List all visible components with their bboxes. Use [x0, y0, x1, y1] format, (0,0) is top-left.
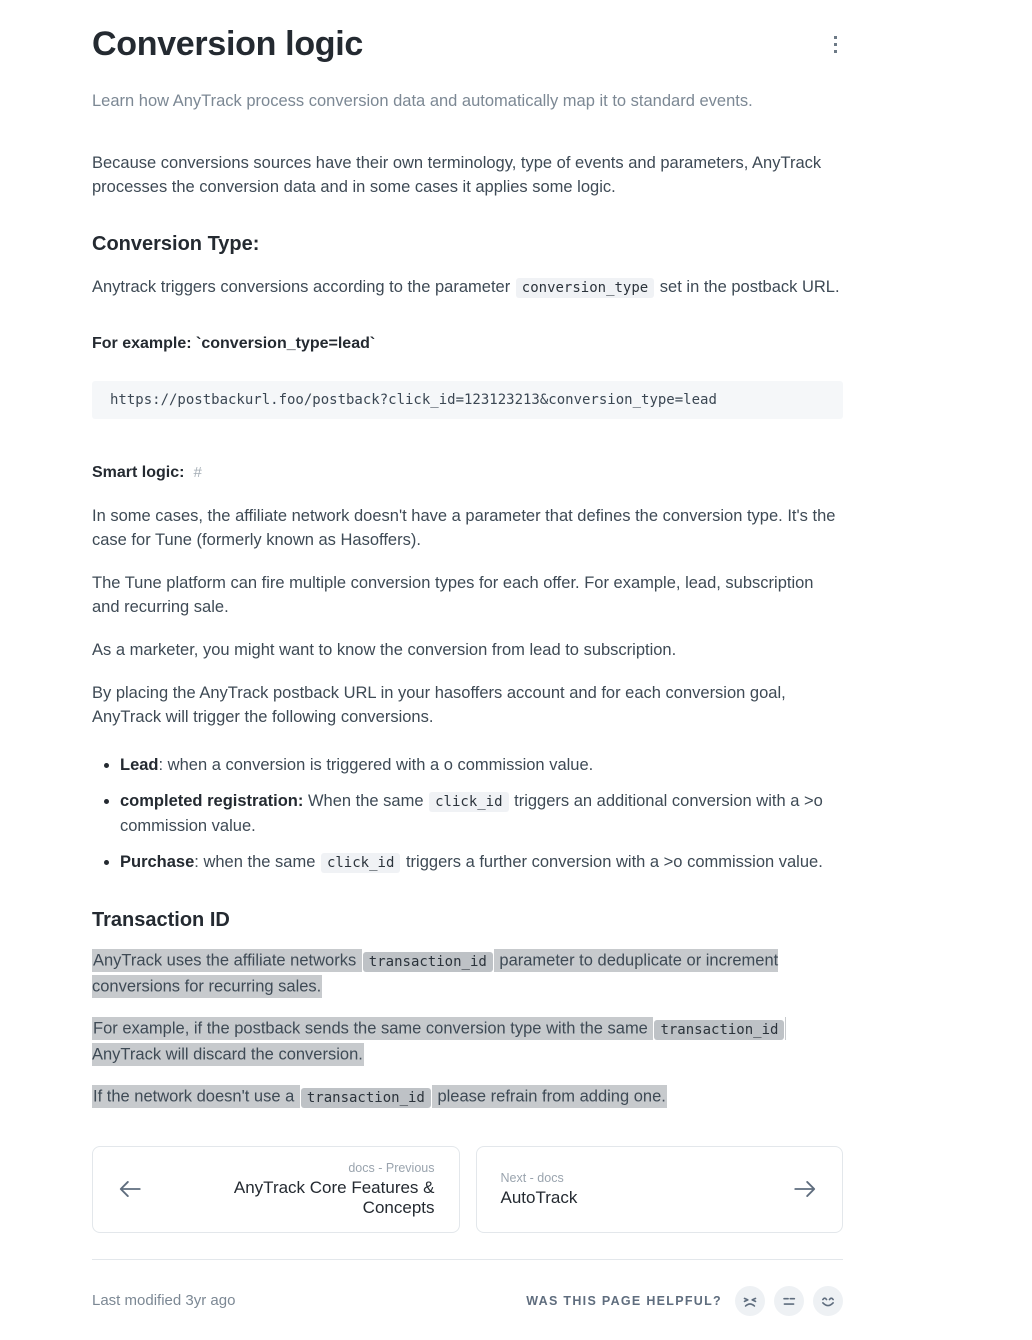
list-item-lead — [120, 753, 843, 777]
neutral-face-icon[interactable] — [774, 1286, 804, 1316]
smart-logic-heading — [92, 461, 843, 485]
text-segment: : when a conversion is triggered with a o commission value. — [158, 755, 594, 774]
list-item-completed-registration — [120, 789, 843, 838]
example-label: For example: `conversion_type=lead` — [92, 334, 376, 352]
conversion-type-heading: Conversion Type: — [92, 232, 260, 255]
highlighted-text: If the network doesn't use a — [92, 1085, 300, 1108]
text-segment: When the same — [303, 791, 429, 810]
kebab-menu-icon — [834, 50, 837, 53]
feedback-label: WAS THIS PAGE HELPFUL? — [526, 1293, 722, 1308]
smart-logic-paragraph-2: The Tune platform can fire multiple conversion types for each offer. For example, lead, subscription and recurring sale. — [92, 573, 814, 616]
inline-code-transaction-id: transaction_id — [654, 1020, 784, 1040]
last-modified-text: Last modified 3yr ago — [92, 1292, 236, 1310]
text-segment: set in the postback URL. — [655, 277, 840, 296]
kebab-menu-icon — [834, 43, 837, 46]
bullet-bold-label: completed registration: — [120, 791, 304, 810]
postback-url-code-block: https://postbackurl.foo/postback?click_id=123123213&conversion_type=lead — [92, 381, 843, 419]
anchor-link-icon[interactable]: # — [193, 463, 202, 481]
conversion-bullet-list — [92, 753, 843, 875]
previous-page-card[interactable] — [92, 1146, 460, 1233]
smart-logic-label: Smart logic: — [92, 463, 185, 481]
transaction-id-paragraph-1 — [92, 949, 843, 1000]
smart-logic-paragraph-4: By placing the AnyTrack postback URL in your hasoffers account and for each conversion goal, AnyTrack will trigger the following conversions. — [92, 683, 786, 726]
page-pagination — [92, 1146, 843, 1233]
intro-paragraph: Because conversions sources have their own terminology, type of events and parameters, AnyTrack processes the conversion data and in some cases it applies some logic. — [92, 153, 822, 196]
highlighted-text: AnyTrack uses the affiliate networks — [92, 949, 362, 972]
feedback-widget — [526, 1286, 843, 1316]
bullet-bold-label: Lead — [120, 755, 159, 774]
text-segment: Anytrack triggers conversions according to the parameter — [92, 277, 515, 296]
smart-logic-paragraph-3: As a marketer, you might want to know the conversion from lead to subscription. — [92, 640, 677, 659]
next-page-card[interactable] — [476, 1146, 844, 1233]
kebab-menu-icon — [834, 36, 837, 39]
highlighted-text: AnyTrack will discard the conversion. — [92, 1017, 786, 1066]
highlighted-text: parameter to deduplicate or increment conversions for recurring sales. — [92, 949, 778, 998]
page-header — [92, 24, 843, 114]
sad-face-icon[interactable] — [735, 1286, 765, 1316]
list-item-purchase — [120, 850, 843, 875]
highlighted-text: please refrain from adding one. — [432, 1085, 667, 1108]
page-footer — [92, 1260, 843, 1316]
smart-logic-paragraph-1: In some cases, the affiliate network doesn't have a parameter that defines the conversion type. It's the case for Tune (formerly known as Hasoffers). — [92, 506, 836, 549]
happy-face-icon[interactable] — [813, 1286, 843, 1316]
transaction-id-paragraph-2 — [92, 1017, 843, 1068]
kebab-menu-button[interactable] — [828, 30, 843, 59]
page-title: Conversion logic — [92, 25, 364, 63]
inline-code-click-id: click_id — [321, 853, 400, 873]
transaction-id-paragraph-3 — [92, 1085, 843, 1111]
highlighted-text: For example, if the postback sends the same conversion type with the same — [92, 1017, 653, 1040]
page-description: Learn how AnyTrack process conversion data and automatically map it to standard events. — [92, 91, 753, 110]
previous-page-kicker: docs - Previous — [348, 1160, 435, 1175]
inline-code-transaction-id: transaction_id — [301, 1088, 431, 1108]
bullet-bold-label: Purchase — [120, 852, 195, 871]
next-page-kicker: Next - docs — [500, 1170, 564, 1185]
text-segment: : when the same — [194, 852, 320, 871]
transaction-id-heading: Transaction ID — [92, 908, 230, 931]
inline-code-click-id: click_id — [429, 792, 508, 812]
conversion-type-paragraph — [92, 275, 843, 300]
arrow-right-icon — [792, 1176, 818, 1202]
text-segment: triggers a further conversion with a >o commission value. — [401, 852, 823, 871]
next-page-title: AutoTrack — [500, 1187, 578, 1207]
inline-code-conversion-type: conversion_type — [516, 278, 654, 298]
text-segment: triggers an additional conversion with a >o commission value. — [120, 791, 823, 835]
previous-page-title: AnyTrack Core Features & Concepts — [233, 1177, 435, 1217]
arrow-left-icon — [117, 1176, 143, 1202]
inline-code-transaction-id: transaction_id — [363, 952, 493, 972]
